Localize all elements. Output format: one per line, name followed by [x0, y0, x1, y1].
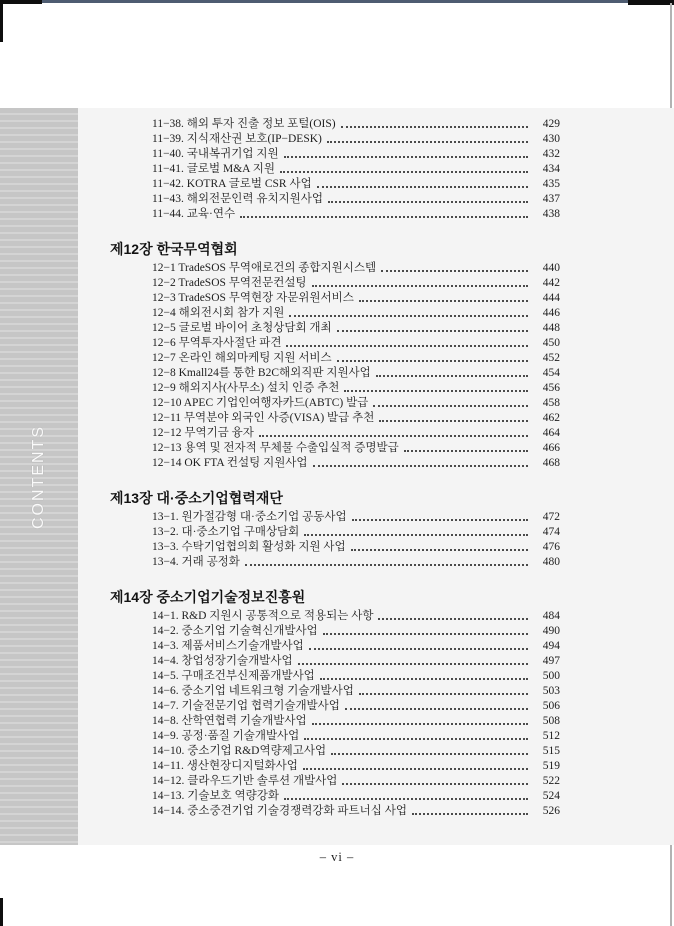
- toc-entry: [110, 555, 560, 570]
- content-band: [0, 108, 674, 845]
- toc-entry: [110, 396, 560, 411]
- entry-list: [110, 510, 560, 570]
- entry-label: 11−42. KOTRA 글로벌 CSR 사업: [152, 178, 312, 190]
- toc-section: [110, 117, 560, 222]
- entry-label: 13−2. 대·중소기업 구매상담회: [152, 526, 300, 538]
- entry-page-number: 429: [542, 118, 560, 130]
- entry-page-number: 437: [542, 193, 560, 205]
- entry-label: 12−7 온라인 해외마케팅 지원 서비스: [152, 352, 332, 364]
- toc-entry: [110, 510, 560, 525]
- entry-label: 14−8. 산학연협력 기술개발사업: [152, 715, 307, 727]
- toc-entry: [110, 525, 560, 540]
- toc-entry: [110, 699, 560, 714]
- toc-entry: [110, 117, 560, 132]
- toc-entry: [110, 654, 560, 669]
- toc-entry: [110, 336, 560, 351]
- entry-label: 11−41. 글로벌 M&A 지원: [152, 163, 275, 175]
- entry-page-number: 438: [542, 208, 560, 220]
- entry-page-number: 472: [542, 511, 560, 523]
- entry-page-number: 454: [542, 367, 560, 379]
- entry-label: 13−3. 수탁기업협의회 활성화 지원 사업: [152, 541, 346, 553]
- toc-entry: [110, 366, 560, 381]
- chapter-title: 제13장 대·중소기업협력재단: [110, 490, 283, 506]
- entry-page-number: 464: [542, 427, 560, 439]
- entry-label: 11−43. 해외전문인력 유치지원사업: [152, 193, 323, 205]
- toc-section: [110, 588, 560, 819]
- entry-label: 11−39. 지식재산권 보호(IP−DESK): [152, 133, 322, 145]
- entry-page-number: 490: [542, 625, 560, 637]
- entry-label: 14−5. 구매조건부신제품개발사업: [152, 670, 315, 682]
- entry-label: 14−12. 클라우드기반 솔루션 개발사업: [152, 775, 338, 787]
- entry-page-number: 458: [542, 397, 560, 409]
- toc-entry: [110, 132, 560, 147]
- toc-entry: [110, 639, 560, 654]
- entry-label: 12−13 용역 및 전자적 무체물 수출입실적 증명발급: [152, 442, 399, 454]
- toc-entry: [110, 411, 560, 426]
- contents-vertical-label: CONTENTS: [30, 424, 47, 529]
- toc-entry: [110, 426, 560, 441]
- scan-frame-top-left: [0, 0, 42, 4]
- entry-label: 11−38. 해외 투자 진출 정보 포털(OIS): [152, 118, 336, 130]
- toc-entry: [110, 261, 560, 276]
- toc-entry: [110, 744, 560, 759]
- page-number-footer: – vi –: [319, 850, 355, 864]
- entry-page-number: 474: [542, 526, 560, 538]
- entry-label: 14−14. 중소중견기업 기술경쟁력강화 파트너십 사업: [152, 805, 407, 817]
- toc-entry: [110, 609, 560, 624]
- entry-page-number: 512: [542, 730, 560, 742]
- toc-entry: [110, 291, 560, 306]
- toc-entry: [110, 456, 560, 471]
- toc-entry: [110, 441, 560, 456]
- contents-sidebar: [0, 108, 78, 845]
- entry-label: 14−10. 중소기업 R&D역량제고사업: [152, 745, 327, 757]
- entry-label: 12−5 글로벌 바이어 초청상담회 개최: [152, 322, 332, 334]
- entry-page-number: 430: [542, 133, 560, 145]
- entry-page-number: 434: [542, 163, 560, 175]
- entry-label: 11−40. 국내복귀기업 지원: [152, 148, 279, 160]
- entry-label: 14−3. 제품서비스기술개발사업: [152, 640, 304, 652]
- entry-label: 12−11 무역분야 외국인 사증(VISA) 발급 추천: [152, 412, 375, 424]
- entry-page-number: 524: [542, 790, 560, 802]
- scan-frame-left-top: [0, 0, 3, 42]
- entry-page-number: 452: [542, 352, 560, 364]
- toc-entry: [110, 789, 560, 804]
- toc-entry: [110, 714, 560, 729]
- toc-entry: [110, 804, 560, 819]
- entry-page-number: 466: [542, 442, 560, 454]
- entry-page-number: 440: [542, 262, 560, 274]
- toc-entry: [110, 351, 560, 366]
- entry-list: [110, 117, 560, 222]
- toc-entry: [110, 147, 560, 162]
- entry-label: 13−4. 거래 공정화: [152, 556, 240, 568]
- entry-label: 14−4. 창업성장기술개발사업: [152, 655, 293, 667]
- toc-entry: [110, 774, 560, 789]
- entry-label: 12−14 OK FTA 컨설팅 지원사업: [152, 457, 308, 469]
- toc-entry: [110, 162, 560, 177]
- entry-page-number: 494: [542, 640, 560, 652]
- entry-page-number: 462: [542, 412, 560, 424]
- entry-page-number: 506: [542, 700, 560, 712]
- toc-section: [110, 240, 560, 471]
- toc-entry: [110, 540, 560, 555]
- entry-label: 14−7. 기술전문기업 협력기술개발사업: [152, 700, 340, 712]
- toc-entry: [110, 321, 560, 336]
- entry-page-number: 448: [542, 322, 560, 334]
- entry-list: [110, 609, 560, 819]
- entry-page-number: 503: [542, 685, 560, 697]
- entry-page-number: 444: [542, 292, 560, 304]
- entry-label: 14−2. 중소기업 기술혁신개발사업: [152, 625, 318, 637]
- entry-page-number: 519: [542, 760, 560, 772]
- entry-page-number: 515: [542, 745, 560, 757]
- entry-label: 13−1. 원가절감형 대·중소기업 공동사업: [152, 511, 347, 523]
- entry-label: 12−1 TradeSOS 무역애로건의 종합지원시스템: [152, 262, 377, 274]
- entry-page-number: 480: [542, 556, 560, 568]
- entry-page-number: 450: [542, 337, 560, 349]
- scan-frame-left-bottom: [0, 898, 3, 926]
- entry-label: 11−44. 교육·연수: [152, 208, 236, 220]
- entry-page-number: 497: [542, 655, 560, 667]
- entry-label: 12−3 TradeSOS 무역현장 자문위원서비스: [152, 292, 354, 304]
- toc-entry: [110, 207, 560, 222]
- entry-page-number: 432: [542, 148, 560, 160]
- toc-entry: [110, 381, 560, 396]
- entry-page-number: 484: [542, 610, 560, 622]
- entry-label: 14−11. 생산현장디지털화사업: [152, 760, 298, 772]
- chapter-title: 제12장 한국무역협회: [110, 241, 238, 257]
- entry-page-number: 476: [542, 541, 560, 553]
- entry-page-number: 508: [542, 715, 560, 727]
- toc-entry: [110, 729, 560, 744]
- entry-label: 12−10 APEC 기업인여행자카드(ABTC) 발급: [152, 397, 369, 409]
- entry-label: 14−9. 공정·품질 기술개발사업: [152, 730, 300, 742]
- toc-entry: [110, 669, 560, 684]
- entry-label: 14−6. 중소기업 네트워크형 기술개발사업: [152, 685, 354, 697]
- toc-entry: [110, 192, 560, 207]
- entry-page-number: 468: [542, 457, 560, 469]
- toc-entry: [110, 684, 560, 699]
- entry-label: 12−6 무역투자사절단 파견: [152, 337, 282, 349]
- toc-entry: [110, 306, 560, 321]
- toc-entry: [110, 276, 560, 291]
- entry-list: [110, 261, 560, 471]
- toc-entry: [110, 624, 560, 639]
- toc: [110, 117, 560, 819]
- entry-page-number: 442: [542, 277, 560, 289]
- entry-page-number: 456: [542, 382, 560, 394]
- scan-frame-top-right: [628, 0, 674, 5]
- entry-label: 14−13. 기술보호 역량강화: [152, 790, 279, 802]
- entry-page-number: 435: [542, 178, 560, 190]
- entry-label: 12−12 무역기금 융자: [152, 427, 254, 439]
- entry-label: 12−2 TradeSOS 무역전문컨설팅: [152, 277, 307, 289]
- entry-label: 12−4 해외전시회 참가 지원: [152, 307, 285, 319]
- toc-section: [110, 489, 560, 570]
- entry-page-number: 446: [542, 307, 560, 319]
- chapter-title: 제14장 중소기업기술정보진흥원: [110, 589, 306, 605]
- entry-page-number: 526: [542, 805, 560, 817]
- entry-label: 12−9 해외지사(사무소) 설치 인증 추천: [152, 382, 340, 394]
- toc-entry: [110, 177, 560, 192]
- entry-page-number: 522: [542, 775, 560, 787]
- entry-page-number: 500: [542, 670, 560, 682]
- toc-entry: [110, 759, 560, 774]
- top-rule-line: [0, 0, 674, 3]
- entry-label: 14−1. R&D 지원시 공통적으로 적용되는 사항: [152, 610, 374, 622]
- entry-label: 12−8 Kmall24를 통한 B2C해외직판 지원사업: [152, 367, 371, 379]
